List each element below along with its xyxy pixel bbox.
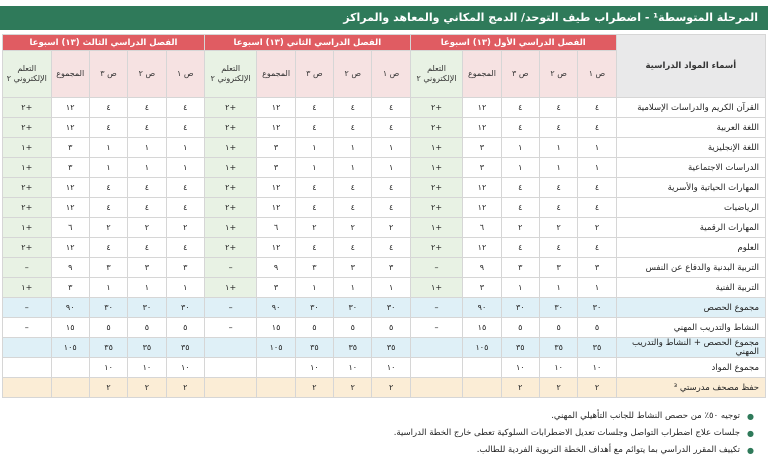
table-cell: ١٠	[128, 358, 166, 378]
table-cell: ١٢	[257, 178, 295, 198]
table-cell: ١٢	[463, 98, 501, 118]
column-header: ص ١	[372, 51, 410, 98]
note-text: توجيه ٥٠٪ من حصص النشاط للجانب التأهيلي المهني.	[551, 411, 740, 421]
bullet-icon: ●	[747, 412, 754, 421]
table-cell: ٣	[51, 158, 89, 178]
note-text: جلسات علاج اضطراب التواصل وجلسات تعديل الاضطرابات السلوكية تعطى خارج الخطة الدراسية.	[393, 428, 740, 438]
table-cell: ٤	[89, 198, 127, 218]
table-row	[3, 158, 766, 178]
table-cell: ٤	[128, 178, 166, 198]
table-cell: ٤	[334, 198, 372, 218]
column-header: ص ٣	[295, 51, 333, 98]
table-cell	[204, 378, 256, 398]
notes-list	[0, 408, 754, 459]
table-cell: ٩٠	[463, 298, 501, 318]
table-cell: ٩٠	[51, 298, 89, 318]
table-cell: ١	[295, 138, 333, 158]
table-cell: ٤	[539, 98, 577, 118]
table-cell: +١	[3, 138, 52, 158]
study-plan-table	[2, 34, 766, 398]
table-cell: ٣	[257, 138, 295, 158]
subject-name: اللغة الإنجليزية	[616, 138, 765, 158]
table-cell: ١٢	[257, 98, 295, 118]
table-cell: ١	[295, 158, 333, 178]
table-cell: +١	[204, 158, 256, 178]
table-cell: ٢	[166, 218, 204, 238]
subject-name: حفظ مصحف مدرستي ³	[616, 378, 765, 398]
table-cell: ٤	[334, 178, 372, 198]
table-cell: ٤	[539, 198, 577, 218]
subject-name: التربية البدنية والدفاع عن النفس	[616, 258, 765, 278]
table-cell: ١	[334, 278, 372, 298]
table-cell: ١٥	[257, 318, 295, 338]
table-cell: ١	[295, 278, 333, 298]
table-cell: ١	[501, 158, 539, 178]
table-cell: ٤	[334, 98, 372, 118]
table-row	[3, 178, 766, 198]
table-cell: ٣٥	[578, 338, 616, 358]
table-cell: ٢	[89, 378, 127, 398]
table-cell: +٢	[3, 118, 52, 138]
table-cell: ٣٠	[539, 298, 577, 318]
table-cell: ١	[166, 138, 204, 158]
table-cell: +١	[204, 218, 256, 238]
table-cell: ٣	[295, 258, 333, 278]
table-cell: ٣	[257, 278, 295, 298]
table-cell: ١	[128, 278, 166, 298]
table-cell: +١	[3, 218, 52, 238]
table-cell: ٥	[334, 318, 372, 338]
table-row	[3, 338, 766, 358]
subjects-header: أسماء المواد الدراسية	[616, 35, 765, 98]
bullet-icon: ●	[747, 446, 754, 455]
table-cell: +١	[410, 278, 462, 298]
column-header: ص ١	[166, 51, 204, 98]
table-cell: ٣	[257, 158, 295, 178]
table-cell: ٤	[166, 98, 204, 118]
table-cell: ٤	[539, 238, 577, 258]
column-header: المجموع	[51, 51, 89, 98]
table-cell: ٢	[578, 378, 616, 398]
table-cell: ١	[89, 158, 127, 178]
table-cell: +٢	[204, 98, 256, 118]
table-cell: ١٢	[463, 238, 501, 258]
table-cell: ٣٥	[501, 338, 539, 358]
table-cell: ١	[166, 158, 204, 178]
table-cell: ٣	[51, 278, 89, 298]
table-cell: ٤	[372, 238, 410, 258]
table-cell: ٣	[578, 258, 616, 278]
table-cell	[204, 358, 256, 378]
semester-3-header: الفصل الدراسي الثالث (١٣) اسبوعا	[3, 35, 205, 51]
table-cell	[257, 378, 295, 398]
table-cell: ١٢	[51, 198, 89, 218]
table-cell: ٥	[578, 318, 616, 338]
table-cell	[410, 378, 462, 398]
table-cell: ١٢	[51, 238, 89, 258]
table-row	[3, 218, 766, 238]
table-cell: ١٠	[166, 358, 204, 378]
table-cell: ٣	[372, 258, 410, 278]
table-cell: ٤	[295, 118, 333, 138]
table-cell: ١	[372, 278, 410, 298]
table-row	[3, 378, 766, 398]
table-cell: ٤	[578, 238, 616, 258]
table-cell: ٣	[463, 158, 501, 178]
table-cell: ٦	[463, 218, 501, 238]
table-cell	[410, 358, 462, 378]
table-cell: +١	[3, 278, 52, 298]
table-cell: ٤	[578, 198, 616, 218]
table-cell: ٤	[166, 178, 204, 198]
table-cell: ١٠	[539, 358, 577, 378]
table-cell: ١	[539, 138, 577, 158]
subject-name: مجموع المواد	[616, 358, 765, 378]
subject-name: النشاط والتدريب المهني	[616, 318, 765, 338]
table-cell: ٢	[539, 378, 577, 398]
subject-name: الرياضيات	[616, 198, 765, 218]
table-cell: ٣	[463, 278, 501, 298]
subject-name: الدراسات الاجتماعية	[616, 158, 765, 178]
table-cell: –	[410, 298, 462, 318]
table-cell: ٢	[334, 378, 372, 398]
subject-name: القرآن الكريم والدراسات الإسلامية	[616, 98, 765, 118]
table-cell: ٢	[295, 218, 333, 238]
column-header: التعلم الإلكتروني ٢	[3, 51, 52, 98]
table-cell: ٣٥	[334, 338, 372, 358]
table-cell: ٥	[128, 318, 166, 338]
table-cell	[51, 378, 89, 398]
table-cell: ٦	[51, 218, 89, 238]
subject-name: المهارات الحياتية والأسرية	[616, 178, 765, 198]
table-cell: ٣	[128, 258, 166, 278]
table-cell: ٣	[89, 258, 127, 278]
column-header: ص ٣	[89, 51, 127, 98]
table-cell: ٢	[539, 218, 577, 238]
table-cell: ١	[372, 138, 410, 158]
table-cell: ١٠	[372, 358, 410, 378]
column-header: المجموع	[463, 51, 501, 98]
column-header: ص ٢	[539, 51, 577, 98]
table-cell: –	[204, 318, 256, 338]
table-cell: ١٠	[334, 358, 372, 378]
table-cell: ١	[578, 278, 616, 298]
table-cell: ٣	[501, 258, 539, 278]
table-cell: ١	[334, 158, 372, 178]
table-cell: ٢	[334, 218, 372, 238]
table-cell: ٥	[501, 318, 539, 338]
table-cell	[463, 378, 501, 398]
table-cell: ٣٥	[89, 338, 127, 358]
table-cell: ٣٠	[295, 298, 333, 318]
column-header: ص ٢	[334, 51, 372, 98]
note-item	[0, 408, 754, 425]
table-cell: ٤	[166, 198, 204, 218]
table-cell: ٣٥	[372, 338, 410, 358]
table-cell: ٤	[128, 98, 166, 118]
table-cell: ٤	[295, 238, 333, 258]
column-header: المجموع	[257, 51, 295, 98]
table-cell: ٤	[539, 178, 577, 198]
table-cell: –	[204, 258, 256, 278]
table-cell: ١	[166, 278, 204, 298]
table-cell: ١٠	[295, 358, 333, 378]
table-cell: ١٥	[51, 318, 89, 338]
table-cell: –	[204, 298, 256, 318]
table-cell: +٢	[204, 238, 256, 258]
table-cell: ٤	[539, 118, 577, 138]
table-cell: ٣٥	[166, 338, 204, 358]
table-cell: ٣٠	[578, 298, 616, 318]
table-cell: ١٥	[463, 318, 501, 338]
table-cell: ٢	[128, 218, 166, 238]
table-cell: ٣	[166, 258, 204, 278]
table-cell: ٤	[89, 178, 127, 198]
table-cell: ٣٠	[372, 298, 410, 318]
table-cell: ٢	[501, 378, 539, 398]
study-plan-body	[3, 98, 766, 398]
table-cell: ٤	[372, 118, 410, 138]
table-cell: ١	[89, 278, 127, 298]
table-cell: ٣٠	[166, 298, 204, 318]
table-cell	[410, 338, 462, 358]
table-cell	[463, 358, 501, 378]
table-cell: ١	[334, 138, 372, 158]
table-cell: ٣٠	[128, 298, 166, 318]
table-cell: ٤	[501, 238, 539, 258]
table-cell: –	[3, 298, 52, 318]
table-cell: ١	[539, 278, 577, 298]
table-cell: ١٠٥	[51, 338, 89, 358]
table-cell: ٣	[334, 258, 372, 278]
table-cell: ١٢	[463, 118, 501, 138]
note-text: تكييف المقرر الدراسي بما يتوائم مع أهداف الخطة التربوية الفردية للطالب.	[476, 445, 740, 455]
table-cell: ٣٠	[334, 298, 372, 318]
table-cell: +٢	[410, 238, 462, 258]
table-cell: ١٠	[578, 358, 616, 378]
table-cell: ١٢	[51, 178, 89, 198]
table-cell: ٤	[578, 118, 616, 138]
table-cell: ١	[578, 158, 616, 178]
note-item	[0, 425, 754, 442]
table-cell: ١٢	[51, 118, 89, 138]
subject-name: اللغة العربية	[616, 118, 765, 138]
table-cell: ٣٥	[128, 338, 166, 358]
subject-name: العلوم	[616, 238, 765, 258]
table-row	[3, 358, 766, 378]
table-cell: +١	[3, 158, 52, 178]
table-row	[3, 138, 766, 158]
table-cell: ٩	[463, 258, 501, 278]
table-cell: –	[410, 318, 462, 338]
table-cell: ١	[128, 138, 166, 158]
table-cell: ١٠٥	[463, 338, 501, 358]
table-cell: ١٠	[89, 358, 127, 378]
semester-2-header: الفصل الدراسي الثاني (١٣) اسبوعا	[204, 35, 410, 51]
bullet-icon: ●	[747, 429, 754, 438]
table-cell: ٥	[539, 318, 577, 338]
table-cell: +٢	[3, 98, 52, 118]
table-cell: +٢	[410, 198, 462, 218]
table-cell: ٤	[334, 238, 372, 258]
table-cell: ٤	[501, 198, 539, 218]
table-cell: ٣	[539, 258, 577, 278]
table-cell: ١٢	[257, 198, 295, 218]
table-cell: ٤	[89, 118, 127, 138]
table-cell: ٣٠	[501, 298, 539, 318]
table-cell: ٤	[334, 118, 372, 138]
table-cell: ٤	[295, 198, 333, 218]
table-cell: ١٢	[257, 238, 295, 258]
table-cell: ٤	[128, 118, 166, 138]
table-cell: +١	[410, 218, 462, 238]
table-row	[3, 258, 766, 278]
column-header: ص ٢	[128, 51, 166, 98]
table-cell: ٤	[578, 178, 616, 198]
table-cell: ١	[501, 278, 539, 298]
table-cell: +١	[410, 138, 462, 158]
table-cell: ٩	[257, 258, 295, 278]
table-cell: ١	[89, 138, 127, 158]
table-cell: ١٠	[501, 358, 539, 378]
table-cell: ٢	[578, 218, 616, 238]
table-row	[3, 198, 766, 218]
table-cell: ٤	[501, 118, 539, 138]
page-title: المرحلة المتوسطة¹ - اضطراب طيف التوحد/ الدمج المكاني والمعاهد والمراكز	[0, 6, 768, 30]
table-cell: +١	[204, 278, 256, 298]
table-cell: ٩٠	[257, 298, 295, 318]
table-cell: ٤	[128, 198, 166, 218]
table-cell: ٤	[89, 238, 127, 258]
table-row	[3, 118, 766, 138]
table-cell: ٣	[51, 138, 89, 158]
table-cell: ٤	[166, 238, 204, 258]
table-cell: ٦	[257, 218, 295, 238]
table-row	[3, 318, 766, 338]
table-cell: ٢	[372, 378, 410, 398]
table-cell: ١٠٥	[257, 338, 295, 358]
table-cell: ٢	[501, 218, 539, 238]
table-cell: +٢	[410, 118, 462, 138]
column-header: التعلم الإلكتروني ٢	[410, 51, 462, 98]
table-cell	[3, 338, 52, 358]
table-cell: ٤	[501, 178, 539, 198]
table-cell: ٤	[128, 238, 166, 258]
table-cell: ٤	[578, 98, 616, 118]
table-cell	[51, 358, 89, 378]
note-item	[0, 442, 754, 459]
table-row	[3, 238, 766, 258]
subject-name: مجموع الحصص + النشاط والتدريب المهني	[616, 338, 765, 358]
table-cell: ٣٥	[539, 338, 577, 358]
table-cell: ١٢	[51, 98, 89, 118]
table-cell: +٢	[204, 198, 256, 218]
table-cell: ١	[539, 158, 577, 178]
subject-name: التربية الفنية	[616, 278, 765, 298]
column-header: التعلم الإلكتروني ٢	[204, 51, 256, 98]
table-cell: ٥	[166, 318, 204, 338]
table-cell: ١٢	[463, 178, 501, 198]
table-cell: ١٢	[463, 198, 501, 218]
table-cell: ٤	[501, 98, 539, 118]
table-cell: +٢	[3, 198, 52, 218]
table-cell: ٢	[166, 378, 204, 398]
table-cell	[204, 338, 256, 358]
table-cell: ٢	[372, 218, 410, 238]
table-cell: ٢	[128, 378, 166, 398]
table-cell: ٣٠	[89, 298, 127, 318]
table-cell: ٥	[295, 318, 333, 338]
table-cell: ٤	[372, 98, 410, 118]
table-cell: ٢	[295, 378, 333, 398]
table-cell: +٢	[204, 118, 256, 138]
table-cell: +٢	[204, 178, 256, 198]
table-cell: +٢	[410, 98, 462, 118]
table-cell: –	[3, 258, 52, 278]
table-cell: +١	[204, 138, 256, 158]
table-cell: ٩	[51, 258, 89, 278]
subject-name: مجموع الحصص	[616, 298, 765, 318]
table-cell: +٢	[410, 178, 462, 198]
column-header: ص ٣	[501, 51, 539, 98]
table-cell: ٤	[166, 118, 204, 138]
table-row	[3, 98, 766, 118]
table-cell: ١٢	[257, 118, 295, 138]
table-cell	[257, 358, 295, 378]
table-cell: +٢	[3, 178, 52, 198]
table-cell: +٢	[3, 238, 52, 258]
semester-1-header: الفصل الدراسي الأول (١٣) اسبوعا	[410, 35, 616, 51]
table-cell: ١	[128, 158, 166, 178]
table-cell	[3, 358, 52, 378]
table-cell: ٥	[89, 318, 127, 338]
table-cell: ٤	[295, 98, 333, 118]
table-cell: ٢	[89, 218, 127, 238]
table-cell: –	[3, 318, 52, 338]
table-row	[3, 278, 766, 298]
table-cell	[3, 378, 52, 398]
table-cell: ٤	[372, 178, 410, 198]
table-cell: ١	[372, 158, 410, 178]
table-cell: +١	[410, 158, 462, 178]
table-cell: ٣	[463, 138, 501, 158]
table-cell: ٣٥	[295, 338, 333, 358]
column-header: ص ١	[578, 51, 616, 98]
subject-name: المهارات الرقمية	[616, 218, 765, 238]
table-cell: ٤	[372, 198, 410, 218]
table-cell: ١	[501, 138, 539, 158]
table-cell: ٤	[89, 98, 127, 118]
table-cell: ٥	[372, 318, 410, 338]
table-cell: ١	[578, 138, 616, 158]
table-cell: ٤	[295, 178, 333, 198]
table-cell: –	[410, 258, 462, 278]
table-row	[3, 298, 766, 318]
